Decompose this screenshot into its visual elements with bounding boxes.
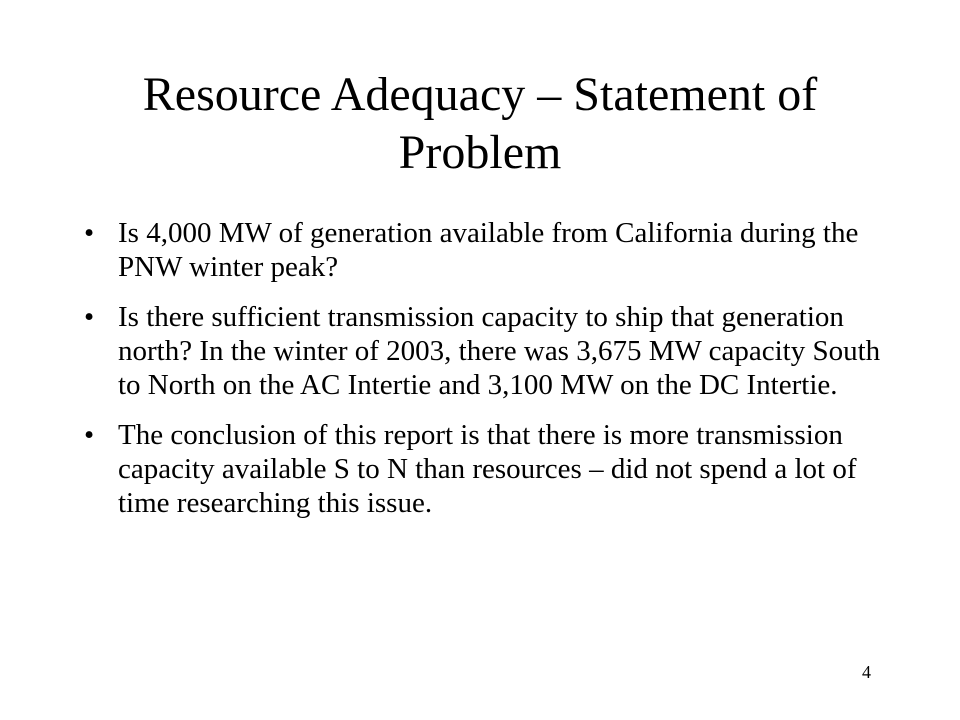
page-number: 4 xyxy=(862,662,871,682)
bullet-text: Is 4,000 MW of generation available from California during the PNW winter peak? xyxy=(118,217,859,283)
bullet-icon: • xyxy=(84,419,95,451)
bullet-item xyxy=(82,300,882,402)
bullet-list xyxy=(82,216,882,520)
bullet-item xyxy=(82,216,882,284)
bullet-text: The conclusion of this report is that there is more transmission capacity available S to N than resources – did not spend a lot of time researching this issue. xyxy=(118,419,857,519)
bullet-text: Is there sufficient transmission capacity to ship that generation north? In the winter of 2003, there was 3,675 MW capacity South to North on the AC Intertie and 3,100 MW on the DC Intertie. xyxy=(118,301,881,401)
bullet-icon: • xyxy=(84,301,95,333)
slide-title: Resource Adequacy – Statement of Problem xyxy=(142,68,818,179)
bullet-item xyxy=(82,418,882,520)
bullet-icon: • xyxy=(84,217,95,249)
